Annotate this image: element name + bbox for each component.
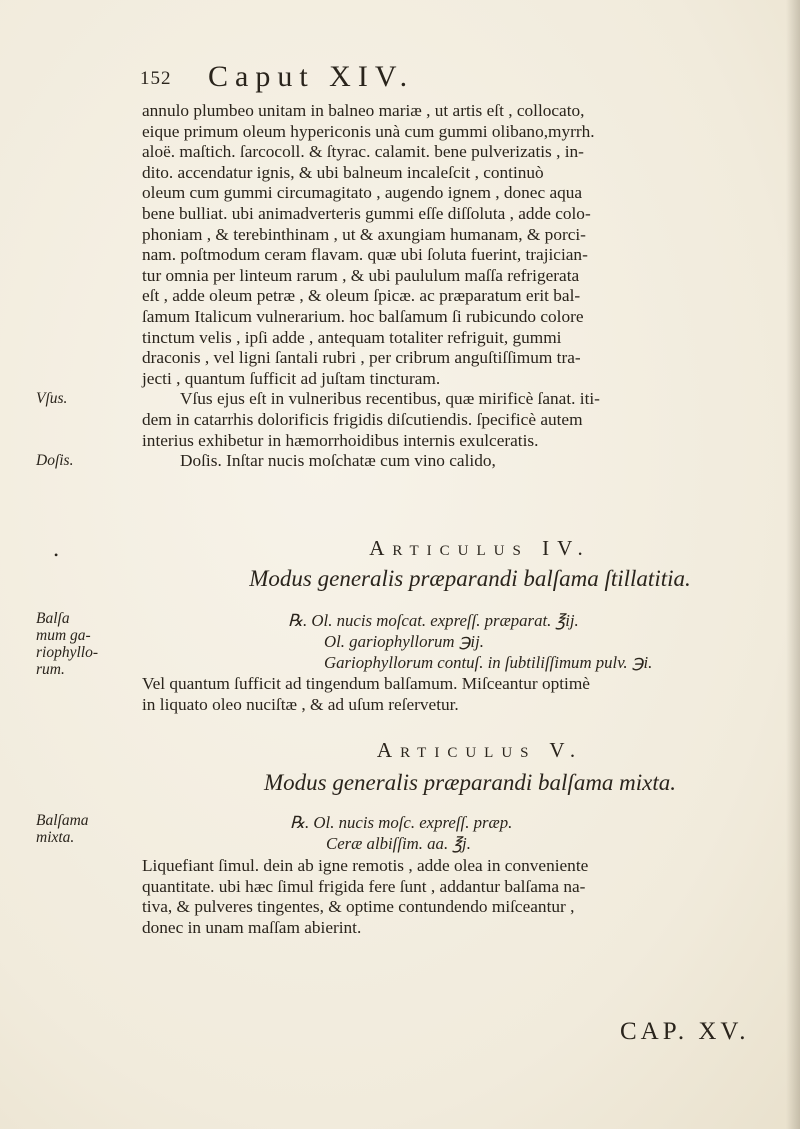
bullet-mark: • bbox=[54, 548, 59, 562]
page-edge-shadow bbox=[786, 0, 800, 1129]
text-line: nam. poſtmodum ceram flavam. quæ ubi ſoluta fuerint, trajician- bbox=[142, 245, 588, 265]
paragraph-preparation bbox=[142, 101, 782, 472]
recipe-article-4 bbox=[288, 610, 652, 673]
article-4-text bbox=[142, 674, 782, 715]
margin-note-line: riophyllo- bbox=[36, 644, 98, 661]
text-line: annulo plumbeo unitam in balneo mariæ , ut artis eſt , collocato, bbox=[142, 101, 585, 120]
margin-note-dosis: Doſis. bbox=[36, 452, 74, 469]
text-line: in liquato oleo nuciſtæ , & ad uſum reſervetur. bbox=[142, 694, 459, 714]
text-line: bene bulliat. ubi animadverteris gummi eſſe diſſoluta , adde colo- bbox=[142, 203, 591, 223]
text-line: eſt , adde oleum petræ , & oleum ſpicæ. ac præparatum erit bal- bbox=[142, 286, 581, 306]
text-line: tur omnia per linteum rarum , & ubi paululum maſſa refrigerata bbox=[142, 265, 580, 285]
text-line: donec in unam maſſam abierint. bbox=[142, 917, 362, 937]
text-line: aloë. maſtich. ſarcocoll. & ſtyrac. calamit. bene pulverizatis , in- bbox=[142, 142, 584, 162]
article-5-subtitle: Modus generalis præparandi balſama mixta. bbox=[263, 770, 677, 795]
recipe-line: ℞. Ol. nucis moſc. expreſſ. præp. bbox=[290, 813, 513, 832]
text-line: Vel quantum ſufficit ad tingendum balſamum. Miſceantur optimè bbox=[142, 674, 590, 693]
article-5-text bbox=[142, 856, 782, 938]
margin-note-balsama-mixta bbox=[36, 812, 126, 846]
margin-note-line: mixta. bbox=[36, 829, 75, 846]
recipe-article-5 bbox=[290, 812, 512, 854]
text-line: quantitate. ubi hæc ſimul frigida fere ſunt , addantur balſama na- bbox=[142, 876, 586, 896]
page-header bbox=[140, 58, 660, 98]
usus-line: Vſus ejus eſt in vulneribus recentibus, quæ mirificè ſanat. iti- bbox=[180, 389, 600, 409]
article-5-heading: Articulus V. bbox=[376, 738, 584, 762]
recipe-line: Ol. gariophyllorum ℈ij. bbox=[324, 632, 484, 651]
catchword: CAP. XV. bbox=[620, 1018, 750, 1045]
margin-note-balsamum-gariophyllorum bbox=[36, 610, 126, 678]
margin-note-line: rum. bbox=[36, 661, 65, 678]
usus-line: dem in catarrhis dolorificis frigidis diſcutiendis. ſpecificè autem bbox=[142, 409, 583, 429]
text-line: dito. accendatur ignis, & ubi balneum incaleſcit , continuò bbox=[142, 162, 544, 182]
margin-note-usus: Vſus. bbox=[36, 390, 68, 407]
margin-note-line: mum ga- bbox=[36, 627, 91, 644]
usus-line: interius exhibetur in hæmorrhoidibus internis exulceratis. bbox=[142, 430, 539, 450]
text-line: oleum cum gummi circumagitato , augendo ignem , donec aqua bbox=[142, 183, 583, 203]
text-line: draconis , vel ligni ſantali rubri , per cribrum anguſtiſſimum tra- bbox=[142, 348, 581, 368]
article-4-subtitle: Modus generalis præparandi balſama ſtillatitia. bbox=[249, 566, 691, 591]
text-line: Liquefiant ſimul. dein ab igne remotis , adde olea in conveniente bbox=[142, 856, 589, 875]
margin-note-line: Balſama bbox=[36, 812, 89, 829]
text-line: tiva, & pulveres tingentes, & optime contundendo miſceantur , bbox=[142, 897, 575, 917]
running-head: Caput XIV. bbox=[208, 60, 415, 93]
recipe-line: Gariophyllorum contuſ. in ſubtiliſſimum pulv. ℈i. bbox=[324, 653, 653, 672]
dosis-line: Doſis. Inſtar nucis moſchatæ cum vino calido, bbox=[180, 451, 496, 471]
recipe-line: ℞. Ol. nucis moſcat. expreſſ. præparat. ℥ij. bbox=[288, 611, 579, 630]
text-line: tinctum velis , ipſi adde , antequam totaliter refriguit, gummi bbox=[142, 327, 562, 347]
margin-note-line: Balſa bbox=[36, 610, 70, 627]
text-line: ſamum Italicum vulnerarium. hoc balſamum ſi rubicundo colore bbox=[142, 306, 584, 326]
text-line: phoniam , & terebinthinam , ut & axungiam humanam, & porci- bbox=[142, 224, 586, 244]
article-4-heading: Articulus IV. bbox=[369, 536, 591, 560]
text-line: eique primum oleum hypericonis unà cum gummi olibano,myrrh. bbox=[142, 121, 595, 141]
recipe-line: Ceræ albiſſim. aa. ℥j. bbox=[326, 834, 471, 853]
text-line: jecti , quantum ſufficit ad juſtam tincturam. bbox=[142, 368, 441, 388]
page-number: 152 bbox=[140, 68, 172, 89]
